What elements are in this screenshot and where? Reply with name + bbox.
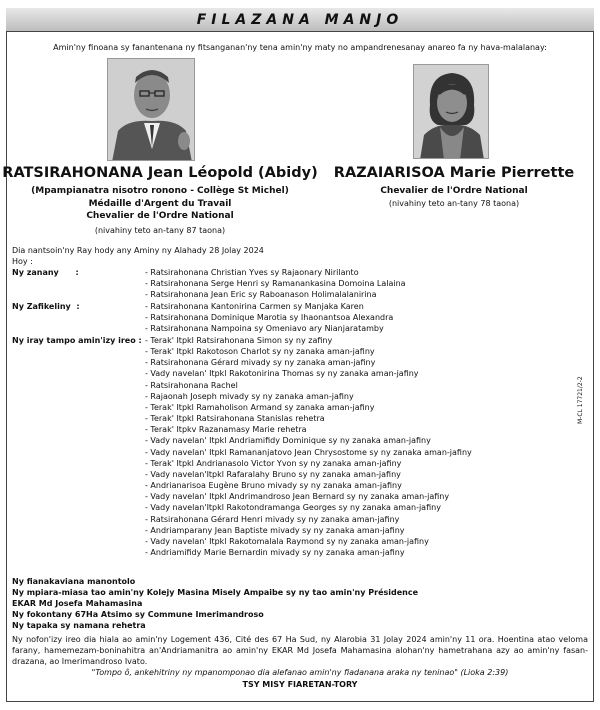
list-iray-tampo: [145, 335, 472, 558]
list-item: - Terak' Itpkl Rakotoson Charlot sy ny zanaka aman-jafiny: [145, 347, 375, 357]
list-zanany: [145, 267, 406, 300]
list-item: - Vady navelan' Itpkl Andriamifidy Dominique sy ny zanaka aman-jafiny: [145, 436, 431, 446]
list-item: - Ratsirahonana Jean Eric sy Raboanason Holimalalanirina: [145, 290, 377, 300]
person1-line3: Chevalier de l'Ordre National: [86, 211, 234, 221]
list-item: - Ratsirahonana Kantonirina Carmen sy Manjaka Karen: [145, 302, 364, 311]
list-item: - Rajaonah Joseph mivady sy ny zanaka aman-jafiny: [145, 391, 354, 401]
list-item: - Vady navelan' Itpkl Rakotomalala Raymond sy ny zanaka aman-jafiny: [145, 536, 429, 546]
person1-line2: Médaille d'Argent du Travail: [88, 199, 232, 209]
list-item: - Terak' Itpkv Razanamasy Marie rehetra: [145, 425, 307, 435]
person1-age: (nivahiny teto an-tany 87 taona): [94, 226, 226, 235]
list-item: - Ratsirahonana Gérard mivady sy ny zanaka aman-jafiny: [145, 358, 376, 368]
list-item: - Ratsirahonana Gérard Henri mivady sy ny zanaka aman-jafiny: [145, 514, 400, 524]
list-item: - Ratsirahonana Dominique Marotia sy Ihaonantsoa Alexandra: [145, 313, 394, 323]
list-item: - Vady navelan' Itpkl Rakotonirina Thomas sy ny zanaka aman-jafiny: [145, 369, 419, 379]
date-line: Dia nantsoin'ny Ray hody any Aminy ny Alahady 28 Jolay 2024: [12, 246, 264, 255]
list-item: - Terak' Itpkl Ratsirahonana Stanislas rehetra: [145, 414, 325, 424]
portrait-photo-woman: [413, 64, 489, 159]
person1-line1: (Mpampianatra nisotro ronono - Collège St Michel): [31, 186, 289, 196]
person2-name: RAZAIARISOA Marie Pierrette: [333, 165, 575, 181]
list-item: - Vady navelan' Itpkl Ramananjatovo Jean Chrysostome sy ny zanaka aman-jafiny: [145, 447, 472, 457]
person2-age: (nivahiny teto an-tany 78 taona): [388, 199, 520, 208]
list-item: - Vady navelan' Itpkl Andrimandroso Jean Bernard sy ny zanaka aman-jafiny: [145, 492, 450, 502]
side-reference-code: M-CL 17721/2-2: [577, 376, 584, 424]
list-zafikeliny: [145, 301, 393, 334]
list-item: - Ratsirahonana Christian Yves sy Rajaonary Nirilanto: [145, 268, 359, 277]
bible-quote: "Tompo ô, ankehitriny ny mpanomponao dia alefanao amin'ny fiadanana araka ny teninao" (Lioka 2:39): [91, 668, 509, 677]
list-item: - Andriamparany Jean Baptiste mivady sy ny zanaka aman-jafiny: [145, 525, 405, 535]
bold-block-4: Ny tapaka sy namana rehetra: [12, 621, 146, 630]
person2-line1: Chevalier de l'Ordre National: [380, 186, 528, 196]
list-item: - Vady navelan'Itpkl Rafaralahy Bruno sy ny zanaka aman-jafiny: [145, 469, 401, 479]
list-item: - Vady navelan'Itpkl Rakotondramanga Georges sy ny zanaka aman-jafiny: [145, 503, 441, 513]
list-item: - Terak' Itpkl Andrianasolo Victor Yvon sy ny zanaka aman-jafiny: [145, 458, 402, 468]
portrait-photo-man: [107, 58, 195, 161]
bold-block-3: Ny fokontany 67Ha Atsimo sy Commune Imerimandroso: [12, 610, 264, 619]
list-item: - Terak' Itpkl Ratsirahonana Simon sy ny zafiny: [145, 336, 333, 345]
notice-title: FILAZANA MANJO: [196, 12, 404, 28]
list-item: - Terak' Itpkl Ramaholison Armand sy zanaka aman-jafiny: [145, 402, 375, 412]
label-iray-tampo: Ny iray tampo amin'izy ireo :: [12, 336, 142, 345]
list-item: - Andriamifidy Marie Bernardin mivady sy ny zanaka aman-jafiny: [145, 547, 405, 557]
intro-text: Amin'ny finoana sy fanantenana ny fitsanganan'ny tena amin'ny maty no ampandrenesanay anareo fa ny hava-malalanay:: [53, 43, 547, 52]
funeral-paragraph: Ny nofon'izy ireo dia hiala ao amin'ny Logement 436, Cité des 67 Ha Sud, ny Alarobia 31 Jolay 2024 amin'ny 11 ora. Hoentina atao veloma farany, hamemezam-boninahitra an'Andriamanitra ao amin'ny EKAR Md Josefa Mahamasina alohan'ny hametrahana azy ao amin'ny fasan-drazana, ao Imerimandroso Ivato.: [12, 635, 588, 666]
signature-line: TSY MISY FIARETAN-TORY: [242, 680, 358, 689]
portrait-man-image: [108, 59, 195, 161]
person1-name: RATSIRAHONANA Jean Léopold (Abidy): [2, 165, 318, 181]
hoy-label: Hoy :: [12, 257, 33, 266]
list-item: - Ratsirahonana Serge Henri sy Ramanankasina Domoina Lalaina: [145, 279, 406, 289]
label-zanany: Ny zanany :: [12, 268, 79, 277]
list-item: - Ratsirahonana Rachel: [145, 380, 238, 390]
portrait-woman-image: [414, 65, 489, 159]
list-item: - Ratsirahonana Nampoina sy Omeniavo ary Nianjaratamby: [145, 324, 384, 334]
notice-header: [6, 8, 594, 32]
bold-block-2: EKAR Md Josefa Mahamasina: [12, 599, 143, 608]
bold-block-1: Ny mpiara-miasa tao amin'ny Kolejy Masina Misely Ampaibe sy ny tao amin'ny Présidence: [12, 588, 419, 597]
bold-block-0: Ny fianakaviana manontolo: [12, 577, 136, 586]
label-zafikeliny: Ny Zafikeliny :: [12, 302, 80, 311]
list-item: - Andrianarisoa Eugène Bruno mivady sy ny zanaka aman-jafiny: [145, 481, 402, 491]
